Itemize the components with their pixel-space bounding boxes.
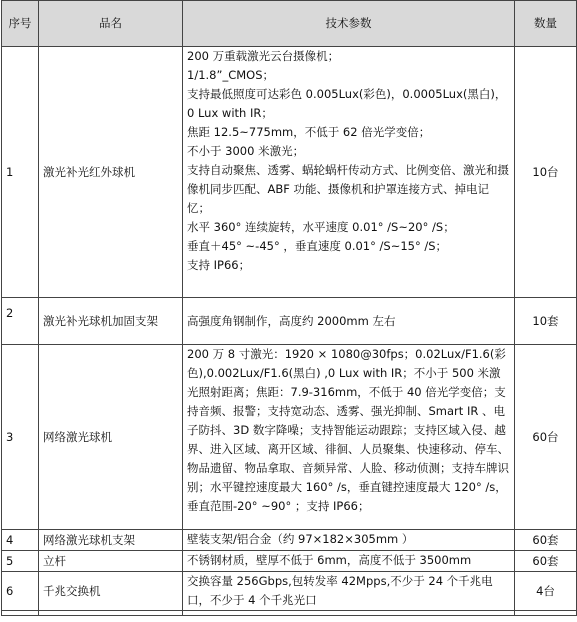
table-row (2, 298, 577, 345)
table-row (2, 530, 577, 551)
header-name: 品名 (39, 1, 183, 47)
table-row-partial (2, 611, 577, 616)
param-line: 壁装支架/铝合金（约 97×182×305mm ） (187, 532, 414, 546)
header-params: 技术参数 (183, 1, 515, 47)
row-qty: 10台 (515, 47, 577, 298)
param-line: 不锈钢材质，壁厚不低于 6mm，高度不低于 3500mm (187, 553, 472, 567)
param-line: 1/1.8”_CMOS； (187, 68, 274, 82)
header-qty: 数量 (515, 1, 577, 47)
row-no: 4 (2, 530, 39, 551)
row-params (183, 47, 515, 298)
row-qty: 60套 (515, 530, 577, 551)
param-line: 支持最低照度可达彩色 0.005Lux(彩色)，0.0005Lux(黑白)，0 Lux with IR； (187, 87, 507, 120)
row-name: 激光补光球机加固支架 (39, 298, 183, 345)
row-params (183, 530, 515, 551)
row-qty-empty (515, 611, 577, 616)
row-name: 网络激光球机 (39, 345, 183, 530)
param-line: 支持自动聚焦、透雾、蜗轮蜗杆传动方式、比例变倍、激光和摄像机同步匹配、ABF 功能、摄像机和护罩连接方式、掉电记忆； (187, 163, 509, 215)
row-params-empty (183, 611, 515, 616)
row-name: 网络激光球机支架 (39, 530, 183, 551)
table-row (2, 551, 577, 572)
param-line: 高强度角钢制作，高度约 2000mm 左右 (187, 313, 396, 328)
row-no: 2 (2, 298, 39, 345)
equipment-spec-table (1, 0, 577, 616)
param-line: 水平 360° 连续旋转，水平速度 0.01° /S~20° /S； (187, 220, 455, 234)
row-params (183, 551, 515, 572)
row-name-empty (39, 611, 183, 616)
row-name: 立杆 (39, 551, 183, 572)
param-line: 200 万重载激光云台摄像机； (187, 49, 340, 63)
row-no: 6 (2, 572, 39, 611)
param-line: 200 万 8 寸激光：1920 × 1080@30fps；0.02Lux/F1.6(彩色),0.002Lux/F1.6(黑白) ,0 Lux with IR；不小于 500 米激光照射距离；焦距：7.9-316mm，不低于 40 倍光学变倍；支持音频、报警；支持宽动态、透雾、强光抑制、Smart IR 、电子防抖、3D 数字降噪；支持智能运动跟踪；支持区域入侵、越界、进入区域、离开区域、徘徊、人员聚集、快速移动、停车、物品遗留、物品拿取、音频异常、人脸、移动侦测；支持车牌识别；水平键控速度最大 160° /s，垂直键控速度最大 120° /s，垂直范围-20° ~90° ；支持 IP66； (187, 347, 509, 513)
table-row (2, 345, 577, 530)
param-line: 垂直＋45° ~-45° ，垂直速度 0.01° /S~15° /S； (187, 239, 448, 253)
param-line: 焦距 12.5~775mm，不低于 62 倍光学变倍； (187, 125, 431, 139)
row-name: 千兆交换机 (39, 572, 183, 611)
table-row (2, 47, 577, 298)
row-qty: 60台 (515, 345, 577, 530)
row-params (183, 345, 515, 530)
param-line: 支持 IP66； (187, 258, 251, 272)
row-params (183, 298, 515, 345)
row-qty: 4台 (515, 572, 577, 611)
table-header-row (2, 1, 577, 47)
row-params (183, 572, 515, 611)
param-line: 交换容量 256Gbps,包转发率 42Mpps,不少于 24 个千兆电口，不少于 4 个千兆光口 (187, 574, 493, 607)
row-name: 激光补光红外球机 (39, 47, 183, 298)
row-no: 3 (2, 345, 39, 530)
row-no: 1 (2, 47, 39, 298)
header-no: 序号 (2, 1, 39, 47)
row-qty: 10套 (515, 298, 577, 345)
row-no: 5 (2, 551, 39, 572)
row-qty: 60套 (515, 551, 577, 572)
row-no-empty (2, 611, 39, 616)
param-line: 不小于 3000 米激光； (187, 144, 305, 158)
table-row (2, 572, 577, 611)
